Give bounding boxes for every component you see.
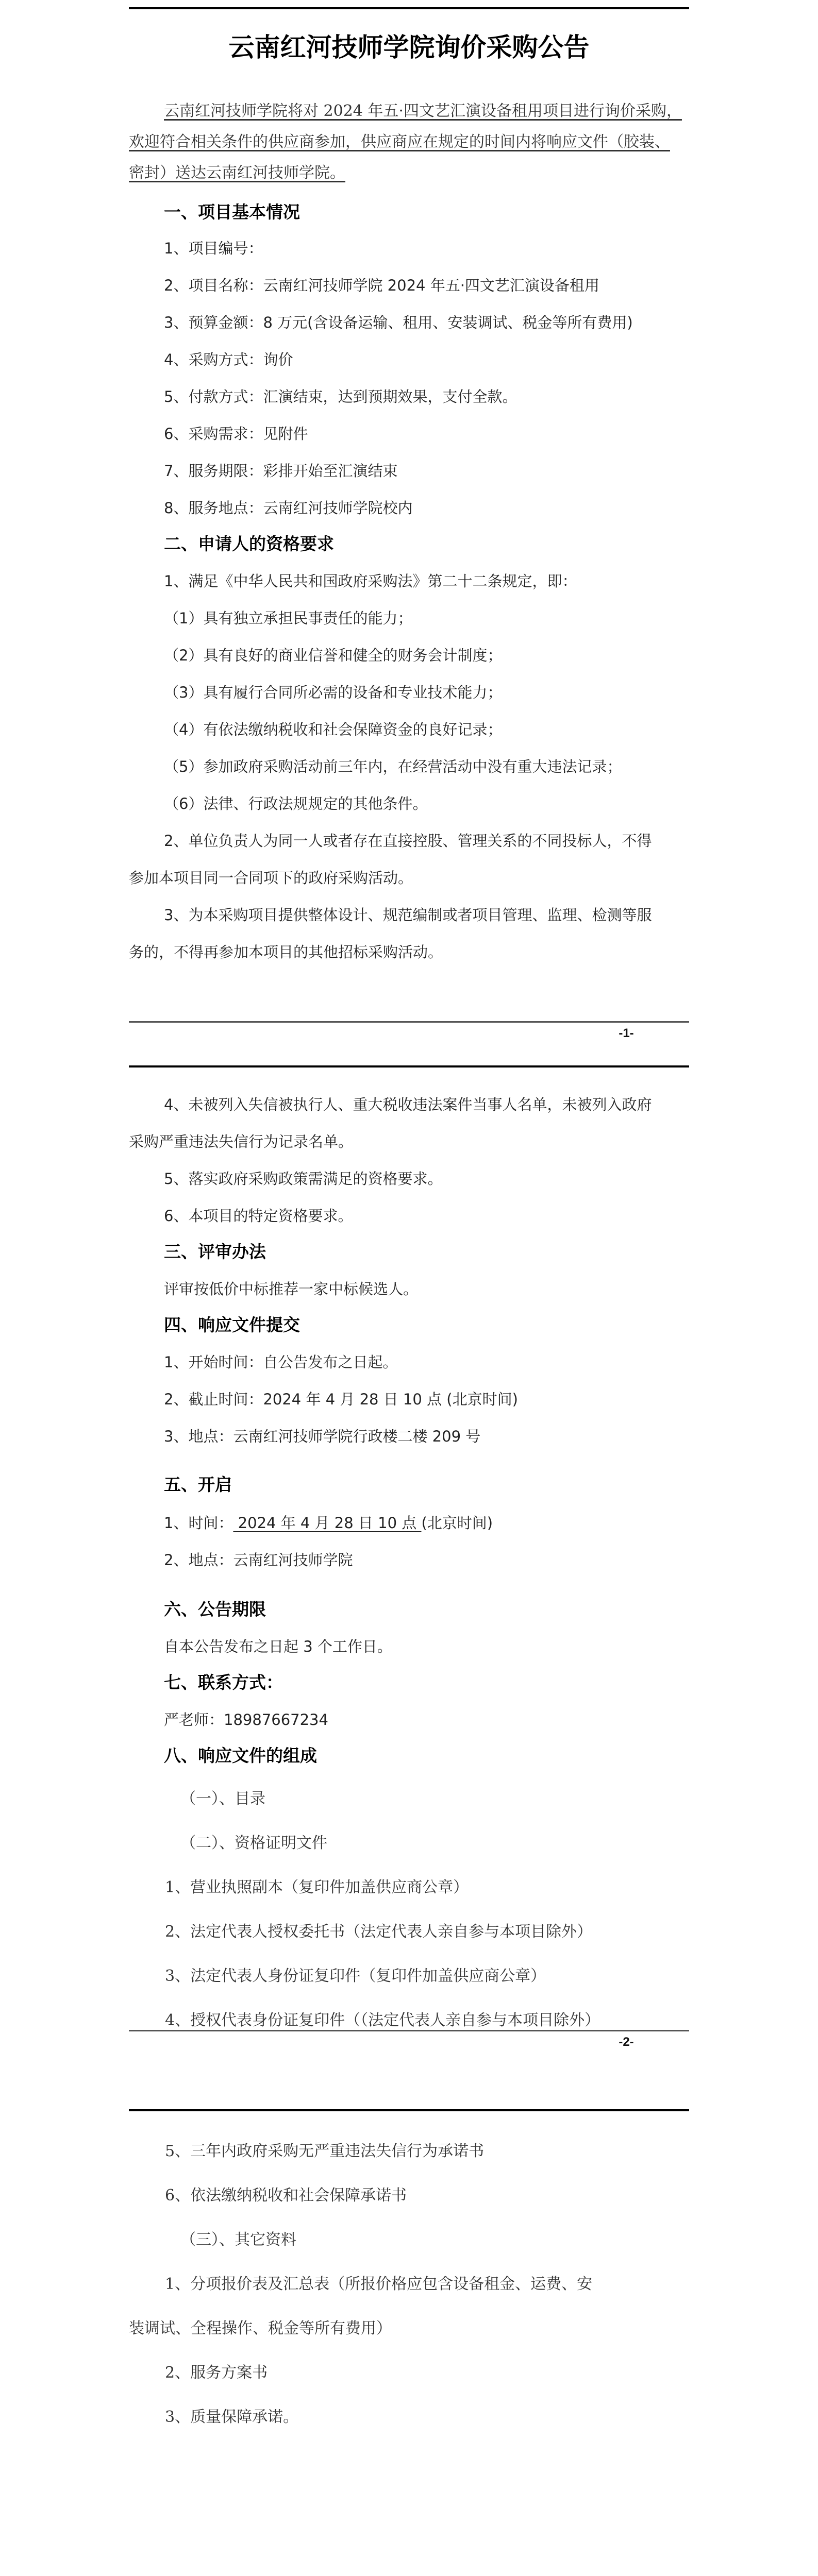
paragraph-line: 评审按低价中标推荐一家中标候选人。 bbox=[164, 1280, 419, 1298]
list-item: 3、法定代表人身份证复印件（复印件加盖供应商公章） bbox=[165, 1967, 546, 1985]
section-heading: 六、公告期限 bbox=[164, 1599, 266, 1619]
paragraph-line: 参加本项目同一合同项下的政府采购活动。 bbox=[129, 869, 413, 887]
list-item: 2、法定代表人授权委托书（法定代表人亲自参与本项目除外） bbox=[165, 1923, 593, 1941]
opening-time-label: 1、时间： bbox=[164, 1514, 233, 1532]
intro-line: 云南红河技师学院将对 2024 年五·四文艺汇演设备租用项目进行询价采购， bbox=[164, 102, 682, 120]
list-item: 5、付款方式：汇演结束，达到预期效果，支付全款。 bbox=[164, 388, 517, 405]
list-item: （2）具有良好的商业信誉和健全的财务会计制度； bbox=[164, 647, 503, 664]
list-item: （5）参加政府采购活动前三年内，在经营活动中没有重大违法记录； bbox=[164, 758, 622, 775]
list-item: 装调试、全程操作、税金等所有费用） bbox=[129, 2319, 392, 2337]
list-item: （6）法律、行政法规规定的其他条件。 bbox=[164, 795, 428, 812]
list-item: 3、预算金额：8 万元(含设备运输、租用、安装调试、税金等所有费用) bbox=[164, 314, 633, 331]
footer-rule bbox=[129, 2030, 689, 2031]
list-item: 6、采购需求：见附件 bbox=[164, 425, 308, 443]
paragraph-line: 采购严重违法失信行为记录名单。 bbox=[129, 1133, 354, 1150]
list-item: 1、开始时间：自公告发布之日起。 bbox=[164, 1353, 398, 1371]
intro-line: 密封）送达云南红河技师学院。 bbox=[129, 164, 345, 182]
document-title: 云南红河技师学院询价采购公告 bbox=[228, 32, 590, 62]
opening-time-value: 2024 年 4 月 28 日 10 点 bbox=[233, 1514, 422, 1532]
contact-phone: 严老师：18987667234 bbox=[164, 1711, 328, 1728]
paragraph-line: 1、满足《中华人民共和国政府采购法》第二十二条规定，即： bbox=[164, 572, 577, 590]
paragraph-line: 6、本项目的特定资格要求。 bbox=[164, 1207, 353, 1225]
list-item: 2、服务方案书 bbox=[165, 2364, 268, 2382]
list-item: （1）具有独立承担民事责任的能力； bbox=[164, 609, 413, 627]
paragraph-line: 3、为本采购项目提供整体设计、规范编制或者项目管理、监理、检测等服 bbox=[164, 906, 652, 924]
list-item: 6、依法缴纳税收和社会保障承诺书 bbox=[165, 2187, 407, 2205]
page-2 bbox=[0, 1051, 818, 2102]
list-item: 1、分项报价表及汇总表（所报价格应包含设备租金、运费、安 bbox=[165, 2275, 593, 2293]
page-1 bbox=[0, 0, 818, 1051]
paragraph-line: 5、落实政府采购政策需满足的资格要求。 bbox=[164, 1170, 443, 1188]
list-item: 2、项目名称：云南红河技师学院 2024 年五·四文艺汇演设备租用 bbox=[164, 277, 599, 294]
list-item: 4、授权代表身份证复印件（（法定代表人亲自参与本项目除外） bbox=[165, 2011, 600, 2029]
intro-line: 欢迎符合相关条件的供应商参加，供应商应在规定的时间内将响应文件（胶装、 bbox=[129, 133, 670, 151]
section-heading: 四、响应文件提交 bbox=[164, 1315, 300, 1335]
paragraph-line: 2、单位负责人为同一人或者存在直接控股、管理关系的不同投标人，不得 bbox=[164, 832, 652, 850]
list-item: 1、项目编号： bbox=[164, 240, 263, 257]
section-heading: 三、评审办法 bbox=[164, 1242, 266, 1262]
list-item: （三）、其它资料 bbox=[180, 2231, 296, 2249]
opening-time-suffix: (北京时间) bbox=[421, 1514, 493, 1532]
section-heading: 七、联系方式： bbox=[164, 1672, 283, 1692]
opening-time bbox=[164, 1513, 689, 1533]
list-item: 5、三年内政府采购无严重违法失信行为承诺书 bbox=[165, 2142, 485, 2160]
section-heading: 八、响应文件的组成 bbox=[164, 1745, 317, 1766]
list-item: 1、营业执照副本（复印件加盖供应商公章） bbox=[165, 1878, 469, 1896]
list-item: 3、质量保障承诺。 bbox=[165, 2408, 299, 2426]
list-item: （一）、目录 bbox=[180, 1790, 265, 1808]
list-item: 4、采购方式：询价 bbox=[164, 351, 293, 368]
page-number: -1- bbox=[619, 1026, 634, 1040]
header-rule bbox=[129, 7, 689, 9]
paragraph-line: 4、未被列入失信被执行人、重大税收违法案件当事人名单，未被列入政府 bbox=[164, 1096, 652, 1113]
list-item: （4）有依法缴纳税收和社会保障资金的良好记录； bbox=[164, 721, 503, 738]
page-3 bbox=[0, 2102, 818, 2576]
footer-rule bbox=[129, 1021, 689, 1023]
list-item: 2、截止时间：2024 年 4 月 28 日 10 点 (北京时间) bbox=[164, 1391, 518, 1408]
section-heading: 一、项目基本情况 bbox=[164, 202, 300, 222]
header-rule bbox=[129, 2109, 689, 2111]
page-number: -2- bbox=[619, 2035, 634, 2049]
list-item: （二）、资格证明文件 bbox=[180, 1834, 327, 1852]
section-heading: 五、开启 bbox=[164, 1475, 232, 1495]
header-rule bbox=[129, 1065, 689, 1067]
list-item: 2、地点：云南红河技师学院 bbox=[164, 1551, 353, 1569]
paragraph-line: 自本公告发布之日起 3 个工作日。 bbox=[164, 1638, 392, 1655]
section-heading: 二、申请人的资格要求 bbox=[164, 534, 334, 554]
list-item: 7、服务期限：彩排开始至汇演结束 bbox=[164, 462, 398, 480]
list-item: 8、服务地点：云南红河技师学院校内 bbox=[164, 499, 413, 517]
paragraph-line: 务的，不得再参加本项目的其他招标采购活动。 bbox=[129, 943, 443, 961]
list-item: （3）具有履行合同所必需的设备和专业技术能力； bbox=[164, 684, 503, 701]
list-item: 3、地点：云南红河技师学院行政楼二楼 209 号 bbox=[164, 1428, 481, 1445]
